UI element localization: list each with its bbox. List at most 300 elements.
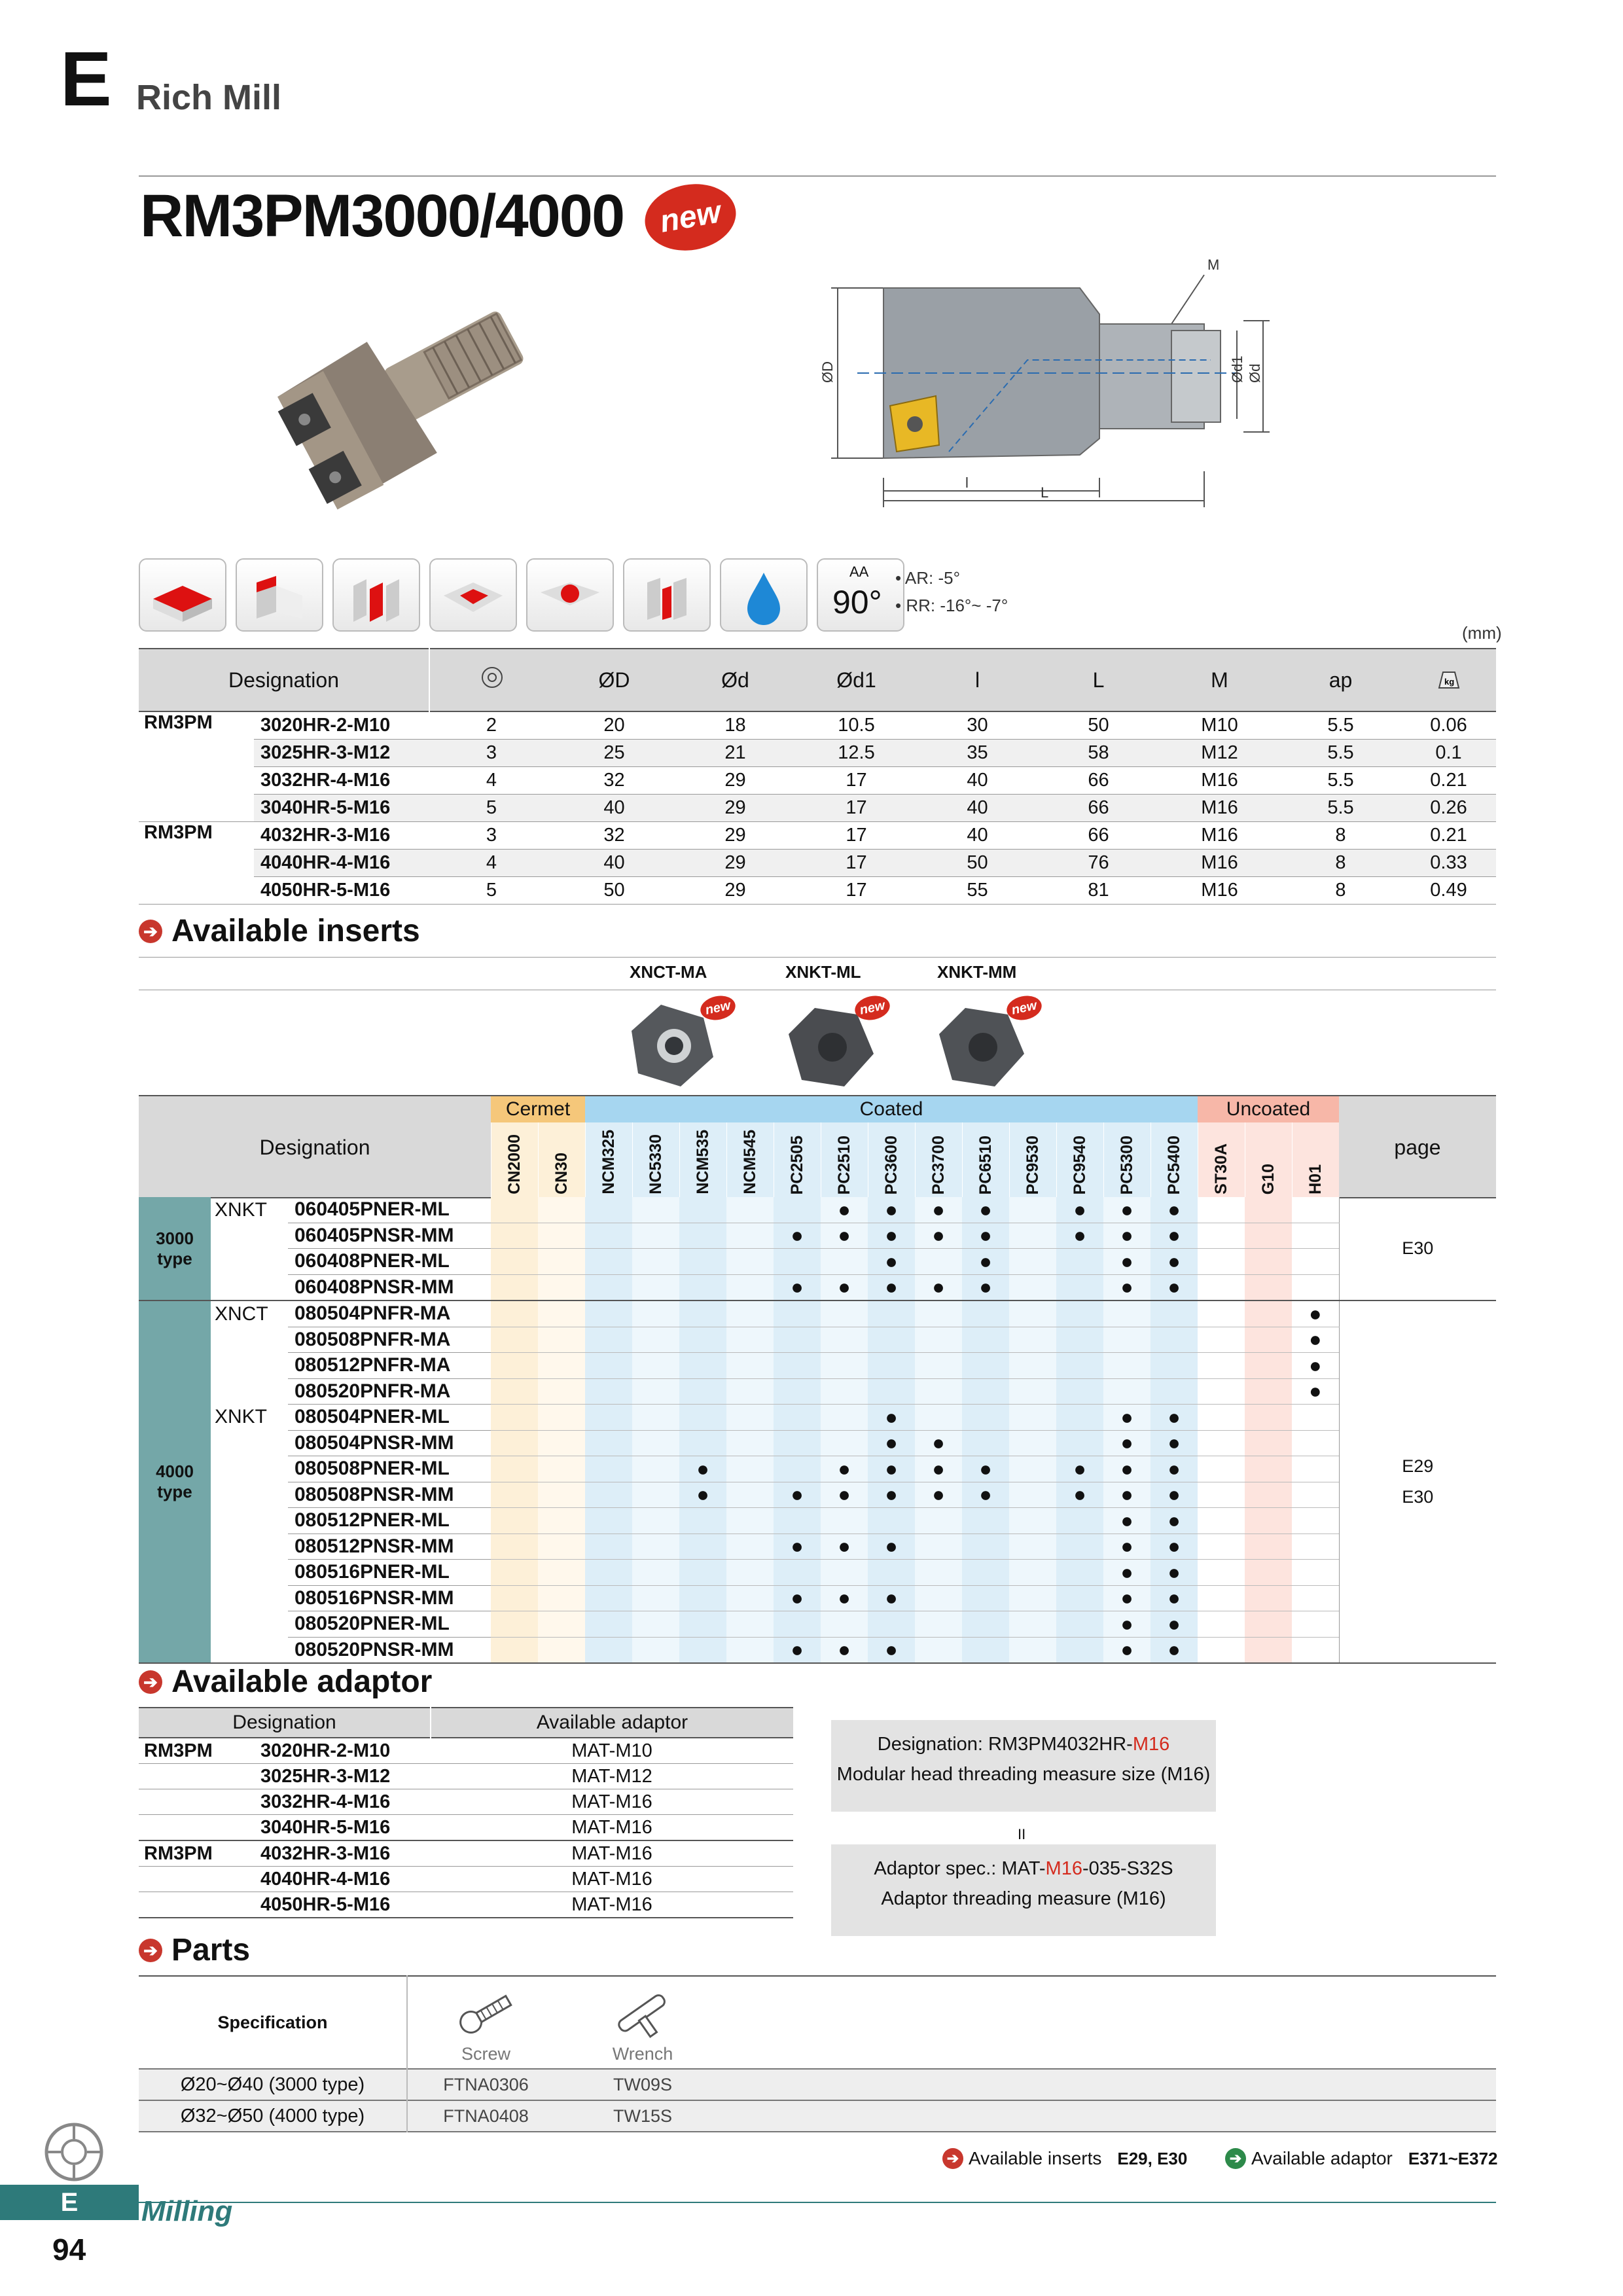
grade-cell [1009, 1300, 1056, 1327]
grade-cell [1056, 1534, 1103, 1560]
spec-value: 17 [796, 877, 917, 905]
grade-col-header [1245, 1122, 1292, 1198]
grade-col-header [1292, 1122, 1339, 1198]
arrow-icon: ➔ [139, 1939, 162, 1962]
availability-dot: ● [962, 1456, 1009, 1482]
spec-value: 40 [554, 795, 675, 822]
insert-code: 080516PNER-ML [288, 1560, 491, 1586]
adaptor-row [139, 1840, 793, 1867]
grade-cell [1198, 1560, 1245, 1586]
grade-cell [1245, 1223, 1292, 1249]
availability-dot: ● [821, 1482, 868, 1508]
spec-value: 12.5 [796, 740, 917, 767]
header-rule [139, 175, 1496, 177]
grade-cell [585, 1378, 632, 1405]
insert-code: 060408PNSR-MM [288, 1274, 491, 1300]
availability-dot: ● [1292, 1300, 1339, 1327]
grade-cell [1198, 1637, 1245, 1663]
grade-cell [774, 1405, 821, 1431]
adaptor-row [139, 1764, 793, 1789]
coolant-icon [720, 558, 808, 632]
insert-code: 080508PNFR-MA [288, 1327, 491, 1353]
spec-value: 5.5 [1280, 767, 1401, 795]
arrow-icon: ➔ [139, 920, 162, 943]
grade-cell [726, 1637, 774, 1663]
grade-cell [585, 1456, 632, 1482]
grade-cell [491, 1430, 538, 1456]
grade-row [139, 1560, 1496, 1586]
grade-cell [1056, 1430, 1103, 1456]
grade-cell [1292, 1274, 1339, 1300]
spec-value: M16 [1159, 877, 1280, 905]
spec-value: M16 [1159, 795, 1280, 822]
availability-dot: ● [821, 1637, 868, 1663]
grade-cell [1198, 1585, 1245, 1611]
grade-cell [632, 1430, 679, 1456]
spec-designation: 4040HR-4-M16 [254, 850, 429, 877]
adaptor-group-label [139, 1867, 254, 1892]
adaptor-table [139, 1707, 793, 1918]
grade-row [139, 1274, 1496, 1300]
grade-name: PC3600 [882, 1135, 901, 1194]
spec-value: 40 [917, 822, 1038, 850]
grade-cell [774, 1430, 821, 1456]
adaptor-value: MAT-M16 [571, 1868, 652, 1890]
availability-dot: ● [1103, 1585, 1150, 1611]
availability-dot: ● [1150, 1249, 1198, 1275]
grade-cell [1292, 1405, 1339, 1431]
grade-cell [1056, 1405, 1103, 1431]
adaptor-value: MAT-M16 [571, 1893, 652, 1915]
adaptor-designation: 3040HR-5-M16 [260, 1816, 391, 1838]
availability-dot: ● [774, 1274, 821, 1300]
availability-dot: ● [868, 1405, 915, 1431]
grade-cell [726, 1534, 774, 1560]
availability-dot: ● [915, 1223, 962, 1249]
wrench-icon [607, 1987, 679, 2039]
availability-dot: ● [774, 1637, 821, 1663]
grade-cell [726, 1611, 774, 1638]
spec-value: 29 [675, 877, 796, 905]
grade-cell [915, 1300, 962, 1327]
grade-cell [1198, 1430, 1245, 1456]
adaptor-row [139, 1815, 793, 1841]
insert-code: 080508PNER-ML [288, 1456, 491, 1482]
grade-cell [962, 1560, 1009, 1586]
adaptor-designation: 4050HR-5-M16 [260, 1893, 391, 1915]
availability-dot: ● [1150, 1197, 1198, 1223]
spec-designation: 3020HR-2-M10 [254, 711, 429, 740]
availability-dot: ● [821, 1456, 868, 1482]
grade-cell [774, 1249, 821, 1275]
grade-cell [821, 1327, 868, 1353]
parts-spec: Ø32~Ø50 (4000 type) [139, 2100, 407, 2132]
inserts-title-text: Available inserts [171, 914, 420, 948]
grade-cell [774, 1353, 821, 1379]
grade-cell [585, 1560, 632, 1586]
availability-dot: ● [915, 1482, 962, 1508]
grade-cell [491, 1405, 538, 1431]
grade-cell [491, 1223, 538, 1249]
availability-dot: ● [962, 1223, 1009, 1249]
grade-name: PC3700 [929, 1135, 948, 1194]
grade-name: PC5400 [1165, 1135, 1183, 1194]
new-badge-xnct-ma: new [698, 993, 738, 1023]
col-L: L [1038, 649, 1159, 711]
availability-dot: ● [774, 1585, 821, 1611]
grade-cell [821, 1611, 868, 1638]
wrench-label: Wrench [612, 2044, 673, 2064]
spec-value: M16 [1159, 767, 1280, 795]
spec-value: 29 [675, 795, 796, 822]
page-header: page [1339, 1096, 1496, 1198]
arrow-icon: ➔ [1225, 2148, 1246, 2169]
footer-adaptor-ref[interactable] [1225, 2148, 1498, 2169]
grade-cell [538, 1560, 585, 1586]
grade-cell [1198, 1249, 1245, 1275]
grade-cell [538, 1353, 585, 1379]
grade-row [139, 1534, 1496, 1560]
grade-cell [962, 1405, 1009, 1431]
grade-cell [1009, 1327, 1056, 1353]
grade-cell [491, 1534, 538, 1560]
grade-cell [491, 1249, 538, 1275]
spec-value: 5.5 [1280, 795, 1401, 822]
grade-cell [679, 1197, 726, 1223]
adaptor-designation: 3032HR-4-M16 [260, 1791, 391, 1812]
spec-table [139, 648, 1496, 905]
adaptor-group-label [139, 1764, 254, 1789]
grade-cell [585, 1300, 632, 1327]
new-badge-xnkt-ml: new [853, 993, 892, 1023]
insert-series [211, 1482, 288, 1508]
grade-cell [679, 1223, 726, 1249]
grade-cell [491, 1611, 538, 1638]
grade-cell [491, 1560, 538, 1586]
spec-value: 66 [1038, 795, 1159, 822]
availability-dot: ● [1056, 1197, 1103, 1223]
grade-cell [915, 1353, 962, 1379]
grade-cell [1009, 1197, 1056, 1223]
grade-cell [774, 1300, 821, 1327]
grade-cell [868, 1508, 915, 1534]
grade-cell [821, 1430, 868, 1456]
insert-series [211, 1560, 288, 1586]
availability-dot: ● [1103, 1274, 1150, 1300]
grade-cell [1103, 1327, 1150, 1353]
footer-category: Milling [141, 2195, 233, 2227]
spec-value: 35 [917, 740, 1038, 767]
grade-cell [1198, 1611, 1245, 1638]
grade-cell [538, 1223, 585, 1249]
grade-cell [1009, 1405, 1056, 1431]
grade-cell [1150, 1378, 1198, 1405]
grade-col-header [538, 1122, 585, 1198]
spec-value: 66 [1038, 767, 1159, 795]
grade-row [139, 1456, 1496, 1482]
spec-value: 50 [554, 877, 675, 905]
availability-dot: ● [1150, 1223, 1198, 1249]
angle-box [817, 558, 904, 632]
grade-cell [1009, 1353, 1056, 1379]
spec-value: 4 [429, 850, 554, 877]
spec-designation: 4032HR-3-M16 [254, 822, 429, 850]
spec-value: 17 [796, 767, 917, 795]
grade-cell [915, 1585, 962, 1611]
col-OD: ØD [554, 649, 675, 711]
insert-series [211, 1611, 288, 1638]
availability-dot: ● [774, 1223, 821, 1249]
parts-screw: FTNA0306 [443, 2074, 529, 2094]
availability-dot: ● [679, 1456, 726, 1482]
grade-cell [726, 1430, 774, 1456]
insert-code: 060405PNSR-MM [288, 1223, 491, 1249]
dim-Od-label: Ød [1247, 363, 1263, 383]
technical-drawing [818, 255, 1289, 517]
grade-row [139, 1300, 1496, 1327]
grade-cell [915, 1560, 962, 1586]
availability-dot: ● [1056, 1482, 1103, 1508]
spec-value: 18 [675, 711, 796, 740]
grade-col-header [491, 1122, 538, 1198]
grade-cell [1292, 1197, 1339, 1223]
grade-col-header [1150, 1122, 1198, 1198]
grade-row [139, 1405, 1496, 1431]
grade-cell [491, 1585, 538, 1611]
page-number: 94 [52, 2233, 86, 2267]
grade-cell [915, 1378, 962, 1405]
grade-cell [1245, 1637, 1292, 1663]
grade-col-header [632, 1122, 679, 1198]
grade-cell [1292, 1585, 1339, 1611]
grade-cell [585, 1430, 632, 1456]
spec-row [139, 740, 1496, 767]
grade-cell [632, 1456, 679, 1482]
grade-cell [679, 1637, 726, 1663]
grade-cell [679, 1534, 726, 1560]
uncoated-header: Uncoated [1198, 1096, 1339, 1122]
grade-cell [1245, 1197, 1292, 1223]
grade-cell [1198, 1197, 1245, 1223]
grade-col-header [1009, 1122, 1056, 1198]
availability-dot: ● [821, 1197, 868, 1223]
grade-col-header [821, 1122, 868, 1198]
adaptor-group-label: RM3PM [144, 1740, 213, 1761]
grade-cell [868, 1378, 915, 1405]
new-badge: new [639, 177, 741, 258]
grade-cell [726, 1327, 774, 1353]
grade-cell [1009, 1378, 1056, 1405]
grade-cell [491, 1637, 538, 1663]
inserts-rule-top [139, 957, 1496, 958]
spec-value: 76 [1038, 850, 1159, 877]
product-title: RM3PM3000/4000 [140, 183, 624, 249]
grade-cell [726, 1508, 774, 1534]
grade-cell [774, 1378, 821, 1405]
angle-label: AA [849, 564, 869, 580]
grade-cell [1245, 1534, 1292, 1560]
parts-wrench: TW15S [613, 2106, 673, 2126]
adaptor-row [139, 1867, 793, 1892]
spec-value: 58 [1038, 740, 1159, 767]
insert-code: 080504PNFR-MA [288, 1300, 491, 1327]
adaptor-row [139, 1892, 793, 1918]
spec-value: 0.26 [1401, 795, 1496, 822]
adaptor-value: MAT-M16 [571, 1791, 652, 1812]
grade-cell [1103, 1378, 1150, 1405]
availability-dot: ● [868, 1637, 915, 1663]
spec-value: 29 [675, 822, 796, 850]
availability-dot: ● [915, 1274, 962, 1300]
insert-type-2: XNKT-ML [785, 962, 861, 982]
spec-value: 40 [554, 850, 675, 877]
grade-cell [1198, 1508, 1245, 1534]
grade-row [139, 1508, 1496, 1534]
grade-cell [491, 1482, 538, 1508]
parts-wrench: TW09S [613, 2074, 673, 2094]
grade-cell [1056, 1327, 1103, 1353]
insert-series [211, 1585, 288, 1611]
adaptor-title-text: Available adaptor [171, 1664, 433, 1699]
grade-cell [1150, 1327, 1198, 1353]
grade-cell [821, 1405, 868, 1431]
availability-dot: ● [1150, 1405, 1198, 1431]
grade-cell [491, 1300, 538, 1327]
grade-cell [821, 1508, 868, 1534]
grade-cell [491, 1456, 538, 1482]
insert-code: 080512PNFR-MA [288, 1353, 491, 1379]
adaptor-row [139, 1738, 793, 1764]
grade-cell [1056, 1300, 1103, 1327]
spec-value: 17 [796, 822, 917, 850]
grade-cell [1245, 1456, 1292, 1482]
grade-cell [915, 1405, 962, 1431]
designation-note [831, 1720, 1216, 1812]
grade-cell [679, 1249, 726, 1275]
grade-name: H01 [1306, 1164, 1325, 1194]
availability-dot: ● [868, 1482, 915, 1508]
grade-cell [726, 1456, 774, 1482]
footer-inserts-label: Available inserts [969, 2148, 1102, 2168]
parts-empty [721, 2069, 1496, 2100]
grade-cell [1245, 1482, 1292, 1508]
grade-cell [915, 1508, 962, 1534]
grade-cell [1009, 1430, 1056, 1456]
grade-cell [1292, 1223, 1339, 1249]
grade-cell [868, 1300, 915, 1327]
spec-value: 8 [1280, 850, 1401, 877]
grade-cell [585, 1637, 632, 1663]
availability-dot: ● [1056, 1456, 1103, 1482]
grade-cell [1245, 1327, 1292, 1353]
grade-cell [1292, 1534, 1339, 1560]
availability-dot: ● [915, 1456, 962, 1482]
page-ref-2: E30 [1402, 1487, 1434, 1507]
insert-series [211, 1274, 288, 1300]
col-l: l [917, 649, 1038, 711]
grade-cell [632, 1300, 679, 1327]
grade-cell [491, 1378, 538, 1405]
availability-dot: ● [821, 1585, 868, 1611]
spec-value: 0.33 [1401, 850, 1496, 877]
insert-series [211, 1456, 288, 1482]
insert-series [211, 1430, 288, 1456]
col-weight-icon [1401, 649, 1496, 711]
grade-row [139, 1327, 1496, 1353]
grade-cell [774, 1327, 821, 1353]
grade-cell [538, 1637, 585, 1663]
availability-dot: ● [868, 1274, 915, 1300]
dim-Od1-label: Ød1 [1229, 355, 1245, 383]
col-teeth-icon [429, 649, 554, 711]
page-ref [1339, 1300, 1496, 1663]
milling-cutter-icon [38, 2119, 110, 2185]
footer-inserts-ref[interactable] [942, 2148, 1187, 2169]
adaptor-group-label: RM3PM [144, 1842, 213, 1864]
coated-header: Coated [585, 1096, 1198, 1122]
grade-name: PC6510 [976, 1135, 995, 1194]
spec-value: 5 [429, 795, 554, 822]
grade-name: CN2000 [505, 1134, 524, 1194]
unit-label: (mm) [1462, 623, 1502, 643]
insert-code: 080512PNER-ML [288, 1508, 491, 1534]
insert-code: 080520PNFR-MA [288, 1378, 491, 1405]
availability-dot: ● [1103, 1508, 1150, 1534]
grade-row [139, 1223, 1496, 1249]
availability-dot: ● [868, 1197, 915, 1223]
grade-cell [632, 1197, 679, 1223]
footer-adaptor-label: Available adaptor [1251, 2148, 1393, 2168]
availability-dot: ● [1103, 1534, 1150, 1560]
spec-value: M16 [1159, 850, 1280, 877]
adaptor-section-title [139, 1664, 432, 1700]
grade-cell [1292, 1611, 1339, 1638]
grade-cell [585, 1249, 632, 1275]
footer-inserts-pages: E29, E30 [1117, 2148, 1188, 2168]
grade-cell [632, 1611, 679, 1638]
spec-value: 17 [796, 795, 917, 822]
spec-value: 0.21 [1401, 767, 1496, 795]
grade-cell [538, 1249, 585, 1275]
grade-cell [679, 1585, 726, 1611]
grade-row [139, 1249, 1496, 1275]
availability-dot: ● [1292, 1378, 1339, 1405]
insert-code: 080520PNER-ML [288, 1611, 491, 1638]
grade-cell [491, 1274, 538, 1300]
insert-code: 080504PNER-ML [288, 1405, 491, 1431]
spec-value: 8 [1280, 822, 1401, 850]
availability-dot: ● [821, 1274, 868, 1300]
note1-prefix: Designation: RM3PM4032HR- [877, 1734, 1133, 1755]
availability-dot: ● [1150, 1430, 1198, 1456]
spec-value: 66 [1038, 822, 1159, 850]
dim-L-label: L [1041, 484, 1049, 501]
grade-name: PC2505 [788, 1135, 806, 1194]
grade-cell [632, 1534, 679, 1560]
grade-cell [1056, 1378, 1103, 1405]
spec-value: M16 [1159, 822, 1280, 850]
grade-col-header [726, 1122, 774, 1198]
spec-value: 8 [1280, 877, 1401, 905]
grade-cell [1009, 1637, 1056, 1663]
spec-value: 0.06 [1401, 711, 1496, 740]
grade-cell [1198, 1353, 1245, 1379]
availability-dot: ● [868, 1534, 915, 1560]
availability-dot: ● [1103, 1482, 1150, 1508]
spec-value: 25 [554, 740, 675, 767]
spec-value: 3 [429, 822, 554, 850]
grade-cell [585, 1223, 632, 1249]
